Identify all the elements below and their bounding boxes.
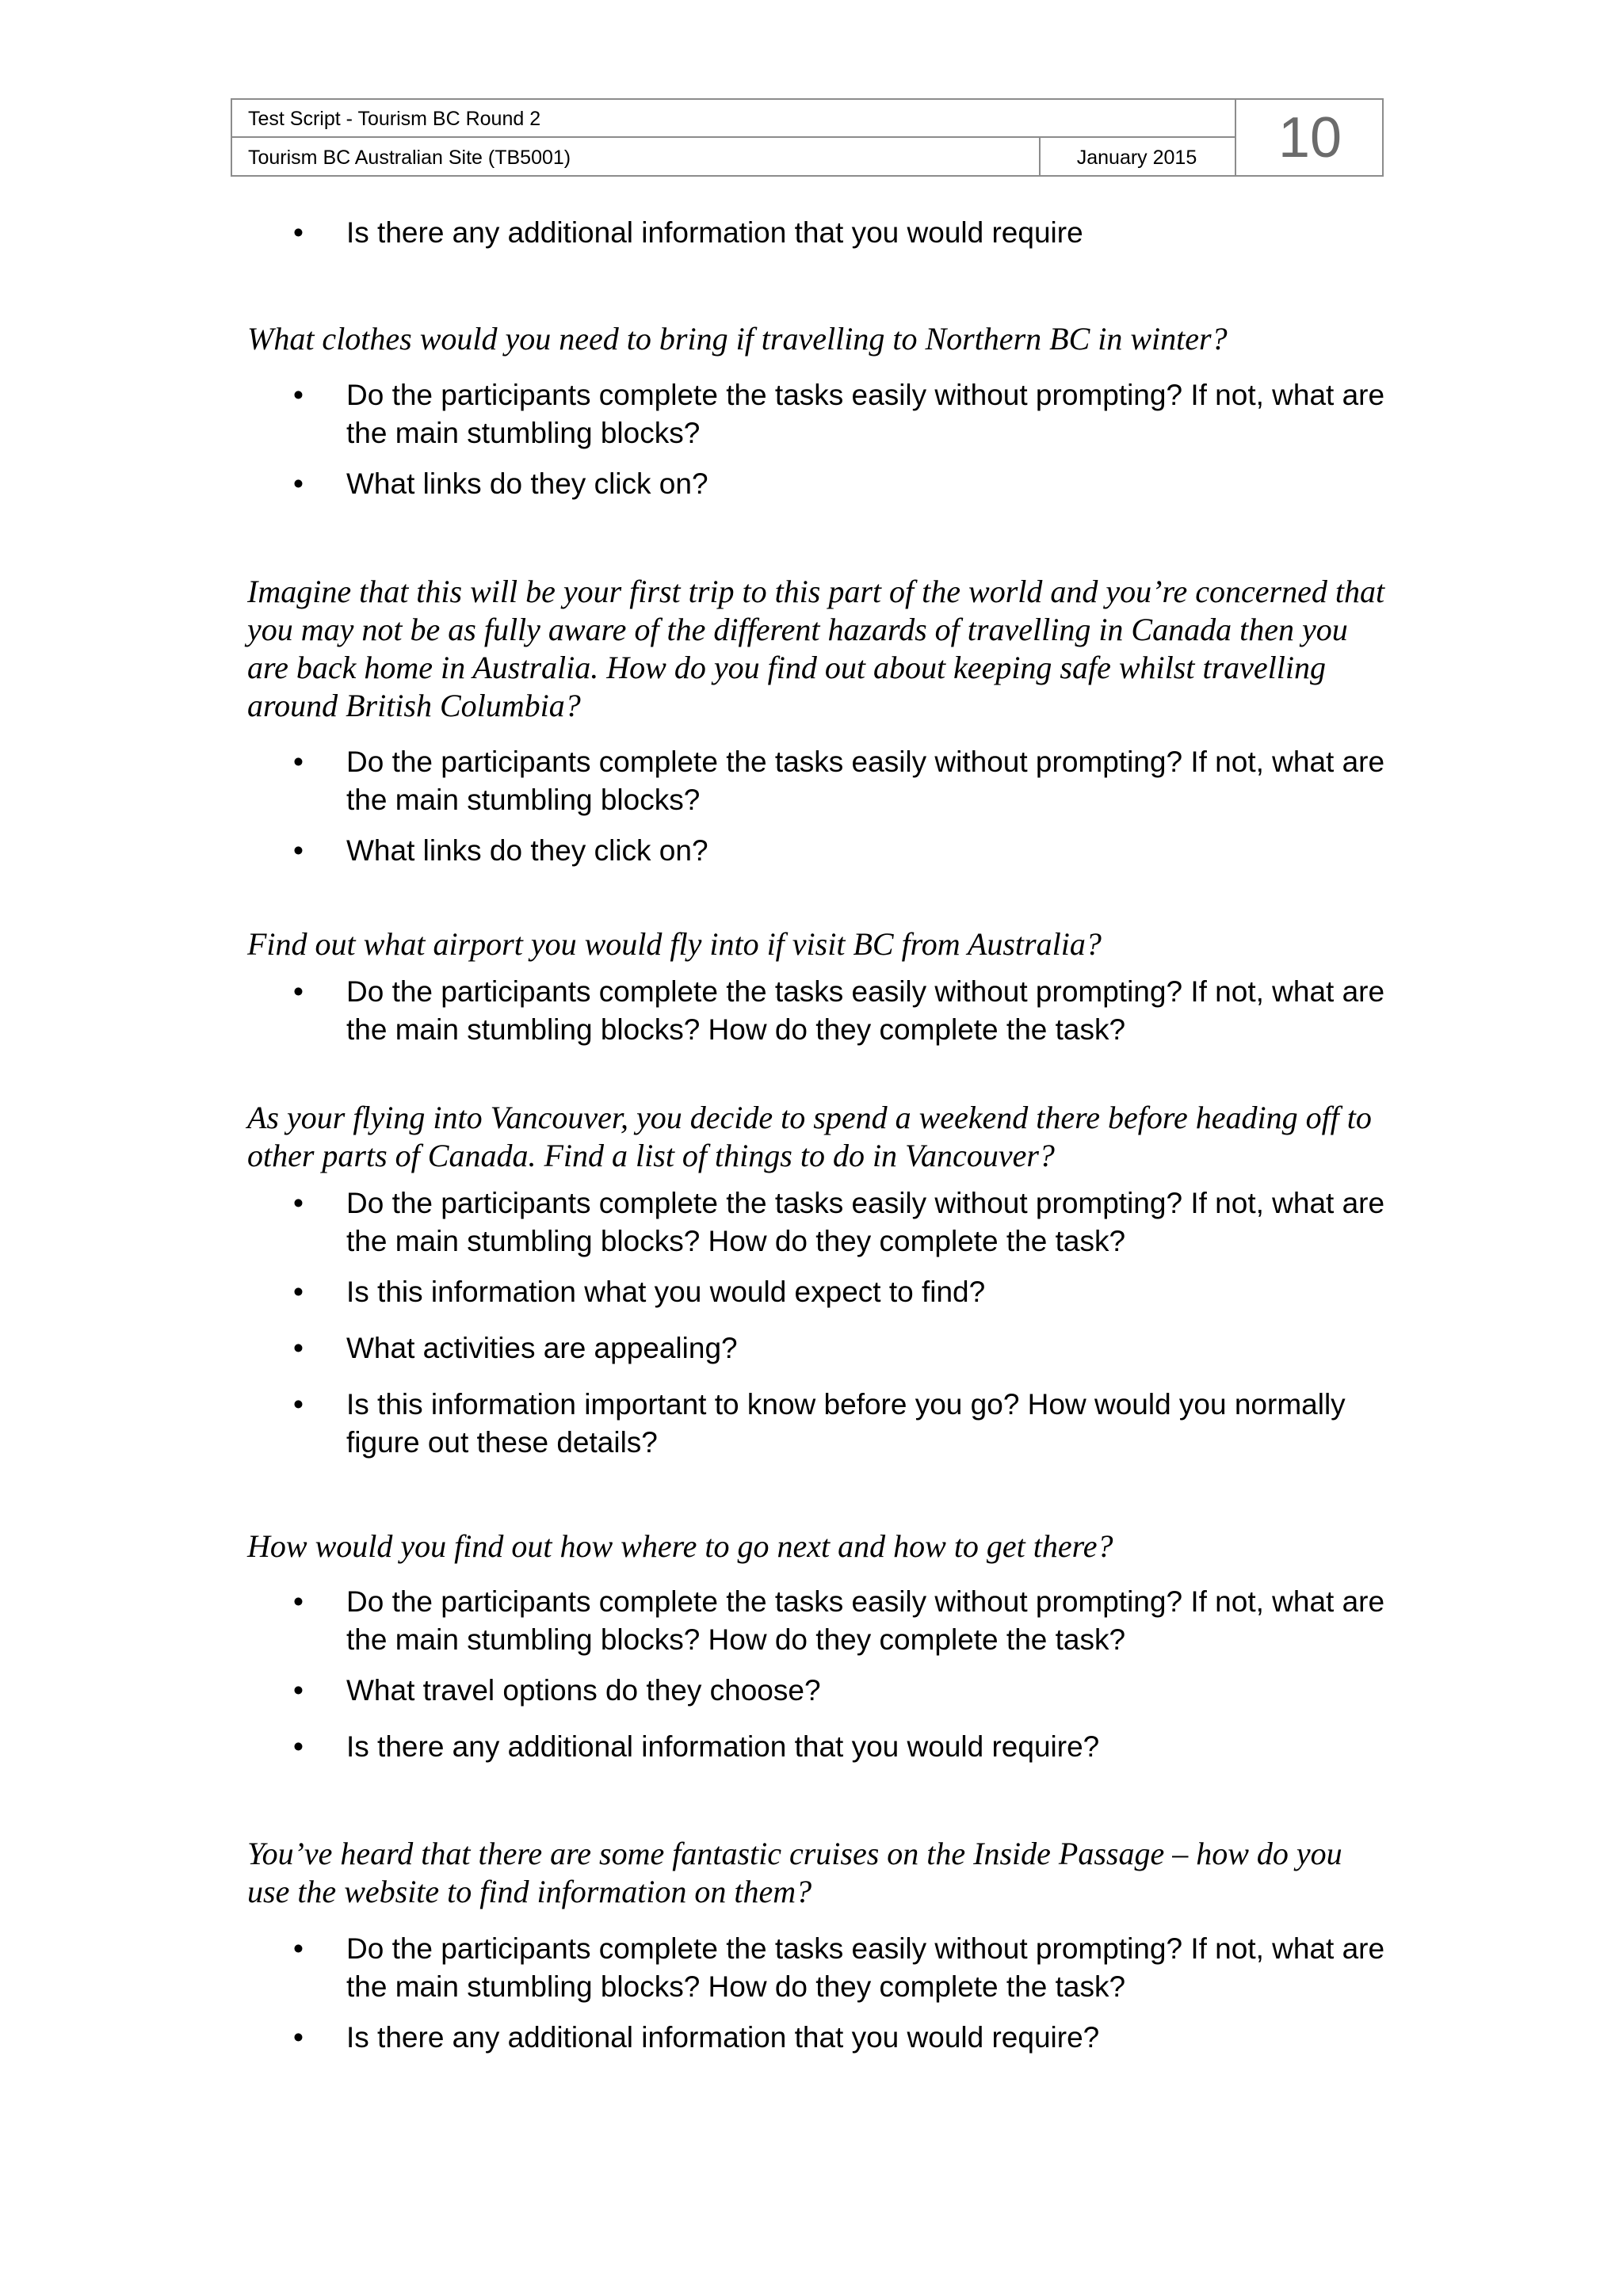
bullet-item xyxy=(293,1930,1400,2006)
bullet-text: Do the participants complete the tasks easily without prompting? If not, what are the main stumbling blocks? How do they complete the task? xyxy=(346,1932,1385,2003)
bullet-icon: • xyxy=(293,1585,304,1618)
bullet-icon: • xyxy=(293,1932,304,1965)
task-question: Find out what airport you would fly into if visit BC from Australia? xyxy=(247,926,1102,962)
bullet-icon: • xyxy=(293,975,304,1008)
bullet-item xyxy=(293,376,1400,452)
bullet-text: What travel options do they choose? xyxy=(346,1674,821,1707)
bullet-text: Is there any additional information that you would require? xyxy=(346,2021,1100,2054)
bullet-icon: • xyxy=(293,1388,304,1421)
bullet-text: Do the participants complete the tasks easily without prompting? If not, what are the main stumbling blocks? xyxy=(346,379,1385,449)
bullet-text: Do the participants complete the tasks easily without prompting? If not, what are the main stumbling blocks? How do they complete the task? xyxy=(346,975,1385,1046)
bullet-text: Do the participants complete the tasks easily without prompting? If not, what are the main stumbling blocks? How do they complete the task? xyxy=(346,1585,1385,1656)
bullet-text: Is there any additional information that you would require? xyxy=(346,1730,1100,1763)
bullet-text: Do the participants complete the tasks easily without prompting? If not, what are the main stumbling blocks? How do they complete the task? xyxy=(346,1187,1385,1257)
bullet-item xyxy=(293,1583,1400,1659)
bullet-text: What links do they click on? xyxy=(346,467,708,500)
bullet-item xyxy=(293,1386,1400,1462)
task-question: How would you find out how where to go next and how to get there? xyxy=(247,1528,1113,1564)
bullet-item xyxy=(293,832,1400,870)
bullet-item xyxy=(293,1728,1400,1766)
bullet-icon: • xyxy=(293,1674,304,1707)
document-date: January 2015 xyxy=(1076,147,1197,169)
task-question: You’ve heard that there are some fantastic cruises on the Inside Passage – how do you use the website to find information on them? xyxy=(247,1836,1342,1909)
bullet-text: What activities are appealing? xyxy=(346,1332,738,1364)
bullet-item xyxy=(293,743,1400,819)
bullet-item xyxy=(293,465,1400,503)
task-question: Imagine that this will be your first trip to this part of the world and you’re concerned that you may not be as fully aware of the different hazards of travelling in Canada then you are back home in Australia. How do you find out about keeping safe whilst travelling around British Columbia? xyxy=(247,574,1385,723)
bullet-item xyxy=(293,1329,1400,1367)
bullet-icon: • xyxy=(293,834,304,867)
bullet-text: Is there any additional information that you would require xyxy=(346,216,1083,249)
document-title: Test Script - Tourism BC Round 2 xyxy=(248,108,541,130)
page-number: 10 xyxy=(1277,106,1342,170)
bullet-item xyxy=(293,1184,1400,1261)
bullet-icon: • xyxy=(293,1730,304,1763)
bullet-item xyxy=(293,1273,1400,1311)
bullet-item xyxy=(293,973,1400,1049)
bullet-text: Do the participants complete the tasks easily without prompting? If not, what are the main stumbling blocks? xyxy=(346,746,1385,816)
bullet-icon: • xyxy=(293,1276,304,1308)
bullet-icon: • xyxy=(293,379,304,411)
site-name: Tourism BC Australian Site (TB5001) xyxy=(248,147,571,169)
task-question: As your flying into Vancouver, you decide to spend a weekend there before heading off to other parts of Canada. Find a list of things to do in Vancouver? xyxy=(247,1100,1372,1173)
document-header xyxy=(231,98,1384,177)
bullet-icon: • xyxy=(293,2021,304,2054)
bullet-icon: • xyxy=(293,216,304,249)
bullet-icon: • xyxy=(293,1332,304,1364)
bullet-icon: • xyxy=(293,1187,304,1219)
bullet-text: Is this information important to know before you go? How would you normally figure out these details? xyxy=(346,1388,1346,1459)
bullet-icon: • xyxy=(293,467,304,500)
bullet-text: What links do they click on? xyxy=(346,834,708,867)
bullet-item xyxy=(293,2019,1400,2057)
task-question: What clothes would you need to bring if travelling to Northern BC in winter? xyxy=(247,321,1228,357)
bullet-item xyxy=(293,1672,1400,1710)
bullet-text: Is this information what you would expect to find? xyxy=(346,1276,986,1308)
bullet-icon: • xyxy=(293,746,304,778)
bullet-item xyxy=(293,214,1400,252)
